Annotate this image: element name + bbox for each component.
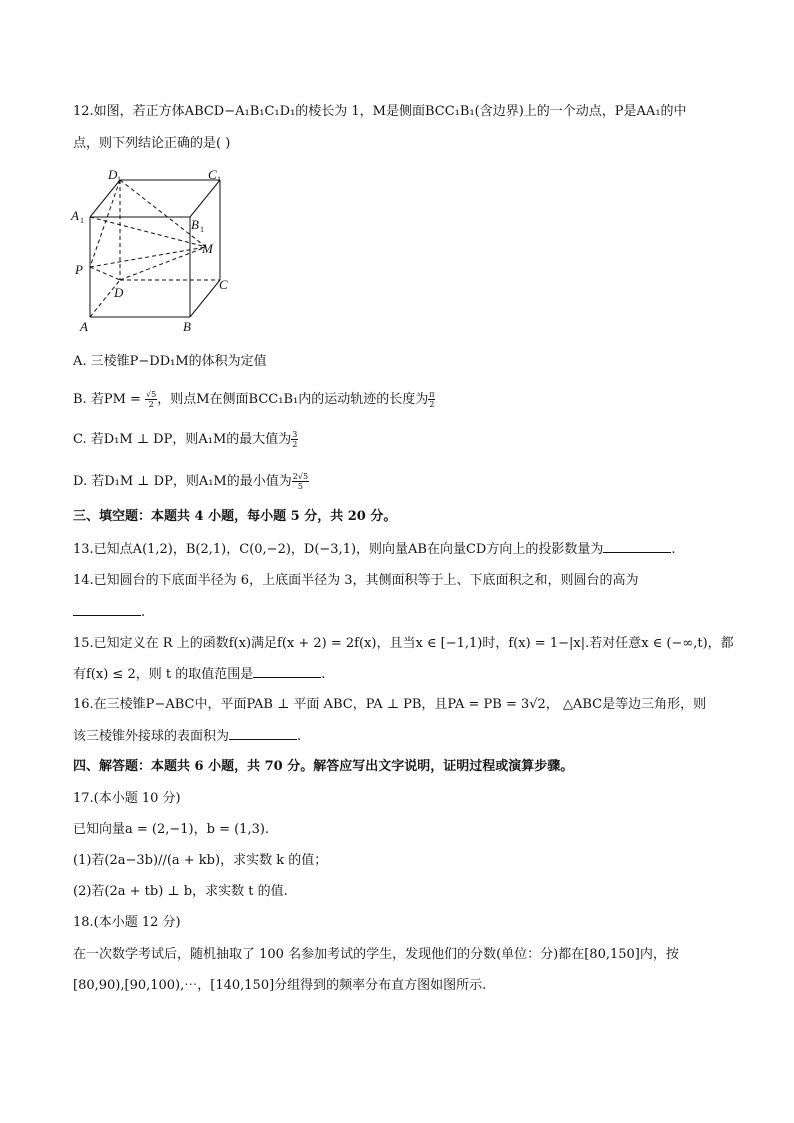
q12-option-c-fraction	[291, 430, 298, 449]
label-C: C	[219, 277, 228, 292]
q15-line2	[73, 665, 325, 684]
q16-line2	[73, 727, 301, 746]
q12-stem-line2: 点，则下列结论正确的是( )	[73, 136, 231, 151]
label-A1: A	[71, 208, 79, 223]
q18-line2: [80,90),[90,100),⋯，[140,150]分组得到的频率分布直方图如图所示.	[73, 978, 487, 993]
q17-part1: (1)若(2a−3b)//(a + kb)，求实数 k 的值；	[73, 853, 328, 868]
label-D1: D	[108, 167, 118, 182]
q18-title: 18.(本小题 12 分)	[73, 915, 181, 930]
q12-option-d-pre: D. 若D₁M ⊥ DP，则A₁M的最小值为	[73, 474, 292, 489]
q13-line	[73, 540, 676, 559]
q14-line2	[73, 603, 145, 622]
q13-text: 13.已知点A(1,2)，B(2,1)，C(0,−2)，D(−3,1)，则向量AB在向量CD方向上的投影数量为	[73, 542, 604, 557]
label-C1-sub: 1	[217, 175, 221, 184]
fraction-numerator: π	[429, 390, 435, 399]
q12-option-b	[73, 390, 435, 409]
label-M: M	[202, 241, 213, 256]
fraction-numerator: 2√5	[292, 472, 309, 481]
label-D: D	[114, 285, 124, 300]
label-B1: B	[191, 217, 199, 232]
fraction-denominator: 2	[148, 400, 154, 409]
q12-option-b-pre: B. 若PM =	[73, 392, 146, 407]
q13-end: .	[671, 542, 676, 557]
label-A: A	[80, 319, 88, 334]
q15-text: 有f(x) ≤ 2，则 t 的取值范围是	[73, 667, 254, 682]
cube-figure	[66, 165, 246, 337]
q12-option-b-mid: ，则点M在侧面BCC₁B₁内的运动轨迹的长度为	[157, 392, 429, 407]
q17-title: 17.(本小题 10 分)	[73, 791, 181, 806]
q12-option-c-pre: C. 若D₁M ⊥ DP，则A₁M的最大值为	[73, 432, 292, 447]
q12-stem-line1: 12.如图，若正方体ABCD−A₁B₁C₁D₁的棱长为 1，M是侧面BCC₁B₁(含边界)上的一个动点，P是AA₁的中	[73, 104, 687, 119]
q12-option-a: A. 三棱锥P−DD₁M的体积为定值	[73, 354, 267, 369]
q15-line1: 15.已知定义在 R 上的函数f(x)满足f(x + 2) = 2f(x)，且当x ∈ [−1,1)时，f(x) = 1−|x|.若对任意x ∈ (−∞,t)，都	[73, 636, 734, 651]
q14-answer-blank[interactable]	[73, 603, 141, 616]
q15-answer-blank[interactable]	[253, 665, 321, 678]
fraction-denominator: 5	[297, 482, 303, 491]
q12-option-b-fraction2	[428, 390, 435, 409]
q17-part2: (2)若(2a + tb) ⊥ b，求实数 t 的值.	[73, 884, 288, 899]
label-D1-sub: 1	[117, 175, 121, 184]
section3-heading: 三、填空题：本题共 4 小题，每小题 5 分，共 20 分。	[73, 509, 397, 524]
q14-end: .	[141, 605, 146, 620]
q16-line1: 16.在三棱锥P−ABC中，平面PAB ⊥ 平面 ABC，PA ⊥ PB，且PA = PB = 3√2， △ABC是等边三角形，则	[73, 697, 707, 712]
section4-heading: 四、解答题：本题共 6 小题，共 70 分。解答应写出文字说明，证明过程或演算步骤。	[73, 759, 574, 774]
label-B: B	[183, 319, 191, 334]
q12-option-b-fraction	[145, 390, 157, 409]
q17-given: 已知向量a = (2,−1)，b = (1,3).	[73, 822, 270, 837]
label-A1-sub: 1	[80, 216, 84, 225]
q15-end: .	[321, 667, 326, 682]
q12-option-d	[73, 472, 309, 491]
fraction-numerator: 3	[292, 430, 298, 439]
label-B1-sub: 1	[200, 225, 204, 234]
q18-line1: 在一次数学考试后，随机抽取了 100 名参加考试的学生，发现他们的分数(单位：分)都在[80,150]内，按	[73, 947, 679, 962]
q16-text: 该三棱锥外接球的表面积为	[73, 729, 230, 744]
fraction-denominator: 2	[429, 400, 435, 409]
fraction-numerator: √5	[146, 390, 157, 399]
q14-line1: 14.已知圆台的下底面半径为 6，上底面半径为 3，其侧面积等于上、下底面积之和，则圆台的高为	[73, 573, 639, 588]
q12-option-c	[73, 430, 298, 449]
q16-end: .	[297, 729, 302, 744]
label-C1: C	[208, 167, 217, 182]
q13-answer-blank[interactable]	[603, 540, 671, 553]
q16-answer-blank[interactable]	[229, 727, 297, 740]
label-P: P	[75, 262, 83, 277]
q12-option-d-fraction	[292, 472, 309, 491]
fraction-denominator: 2	[292, 440, 298, 449]
